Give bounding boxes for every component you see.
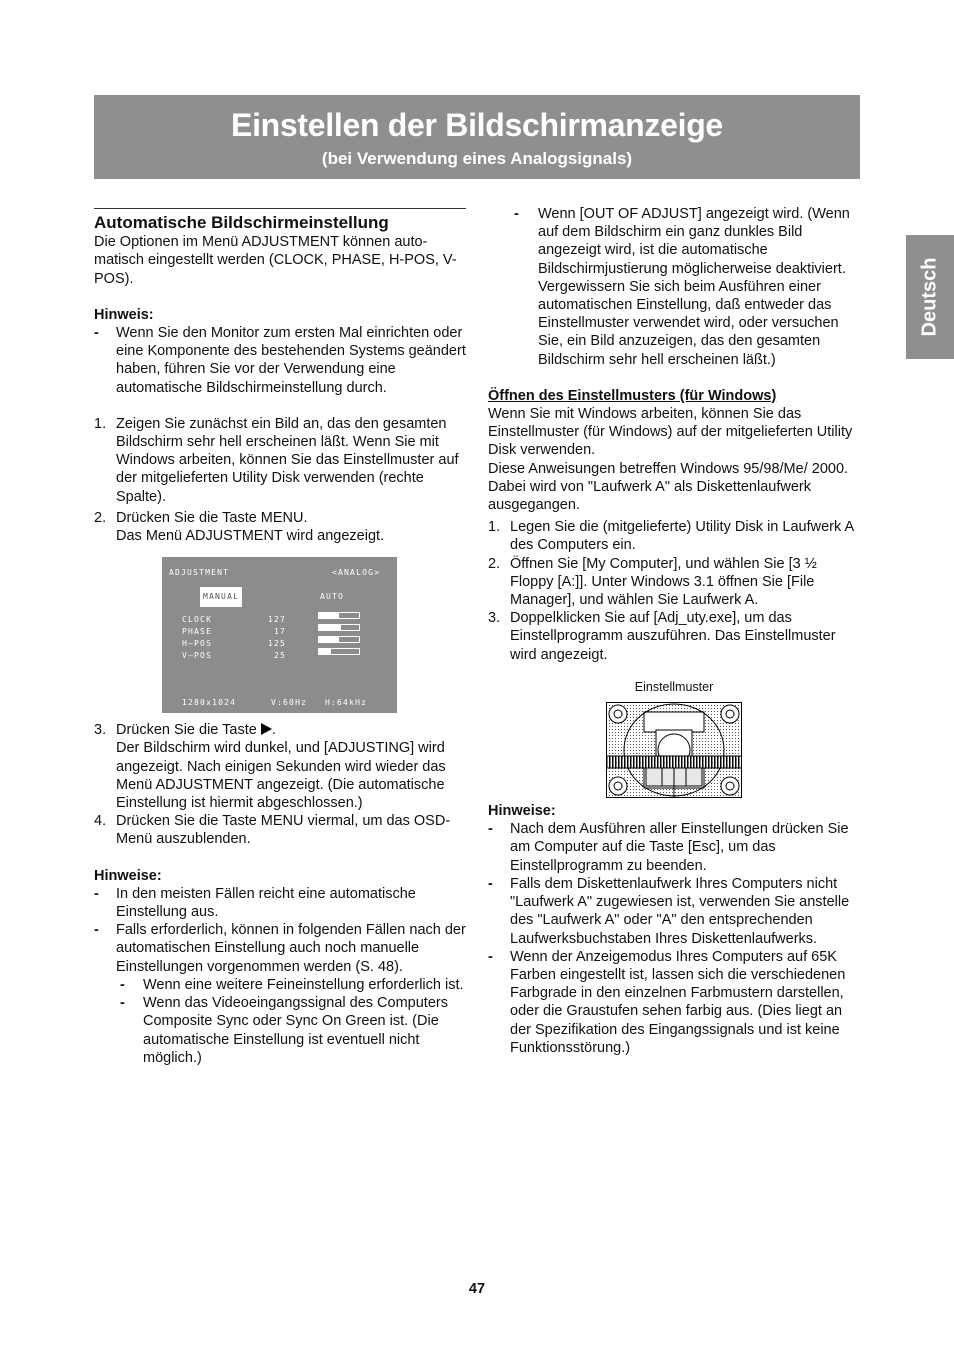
osd-resolution: 1280x1024	[182, 698, 237, 708]
dash-note-text: Wenn [OUT OF ADJUST] angezeigt wird. (Wenn auf dem Bildschirm ein ganz dunkles Bild angezeigt wird, ist die automatische Bildschirmjustierung möglicherweise deaktiviert. Vergewissern Sie sich beim Ausführen einer automatischen Einstellung, daß entweder das Einstellmuster verwendet wird, oder versuchen Sie, ein Bild anzuzeigen, das den gesamten Bildschirm sehr hell erscheinen läßt.)	[538, 206, 850, 368]
step-number: 2.	[488, 555, 501, 572]
play-arrow-icon	[261, 723, 272, 735]
step-number: 4.	[94, 813, 107, 830]
osd-level-fill	[319, 649, 331, 654]
note-item	[488, 875, 860, 948]
sub-note-item	[94, 976, 466, 994]
dash-marker: -	[120, 976, 125, 993]
dash-marker: -	[488, 821, 493, 838]
osd-row-label: PHASE	[182, 627, 213, 637]
pattern-caption: Einstellmuster	[634, 679, 714, 694]
step-text: Drücken Sie die Taste MENU.	[116, 509, 308, 526]
osd-mode: <ANALOG>	[332, 568, 381, 578]
note-item	[94, 324, 466, 397]
language-tab	[906, 235, 954, 359]
osd-hfreq: H:64kHz	[325, 698, 368, 708]
osd-row-value: 25	[273, 651, 286, 661]
osd-level-bar	[318, 636, 360, 643]
osd-level-bar	[318, 612, 360, 619]
section-divider	[94, 208, 466, 209]
osd-level-bar	[318, 624, 360, 631]
osd-row-value: 17	[273, 627, 286, 637]
step-number: 1.	[94, 415, 107, 432]
page-title: Einstellen der Bildschirmanzeige	[231, 107, 723, 143]
note-text: Nach dem Ausführen aller Einstellungen drücken Sie am Computer auf die Taste [Esc], um das Einstellprogramm zu beenden.	[510, 821, 849, 874]
dash-marker: -	[94, 325, 99, 342]
step-text: Doppelklicken Sie auf [Adj_uty.exe], um das Einstellprogramm auszuführen. Das Einstellmuster wird angezeigt.	[510, 610, 836, 663]
pattern-intro-1: Wenn Sie mit Windows arbeiten, können Sie das Einstellmuster (für Windows) auf der mitgelieferten Utility Disk verwenden.	[488, 406, 853, 459]
language-tab-label: Deutsch	[918, 257, 941, 337]
step-1	[94, 415, 466, 506]
right-step-2	[488, 555, 860, 610]
note-item	[94, 885, 466, 921]
step-3	[94, 721, 466, 812]
osd-level-fill	[319, 625, 341, 630]
dash-marker: -	[488, 948, 493, 965]
step-text: Legen Sie die (mitgelieferte) Utility Disk in Laufwerk A des Computers ein.	[510, 519, 854, 554]
step-4	[94, 812, 466, 848]
note-text: Falls dem Diskettenlaufwerk Ihres Computers nicht "Laufwerk A" zugewiesen ist, verwenden Sie anstelle des "Laufwerk A" oder "A" den entsprechenden Laufwerksbuchstaben Ihres Diskettenlaufwerks.	[510, 875, 850, 947]
sub-note-item	[94, 994, 466, 1067]
sub-note-text: Wenn das Videoeingangssignal des Computers Composite Sync oder Sync On Green ist. (Die automatische Einstellung ist eventuell nicht möglich.)	[143, 995, 448, 1066]
step-2	[94, 509, 466, 545]
dash-marker: -	[120, 995, 125, 1012]
step-text: Öffnen Sie [My Computer], und wählen Sie [3 ½ Floppy [A:]]. Unter Windows 3.1 öffnen Sie [File Manager], und wählen Sie Laufwerk A.	[510, 555, 817, 609]
pattern-heading: Öffnen des Einstellmusters (für Windows)	[488, 387, 777, 404]
osd-row-label: V—POS	[182, 651, 213, 661]
osd-manual-tab: MANUAL	[200, 587, 242, 607]
note-item	[94, 921, 466, 976]
osd-title: ADJUSTMENT	[169, 568, 230, 578]
step-text-2: Der Bildschirm wird dunkel, und [ADJUSTING] wird angezeigt. Nach einigen Sekunden wird wieder das Menü ADJUSTMENT angezeigt. (Die automatische Einstellung ist hiermit abgeschlossen.)	[116, 740, 446, 812]
intro-paragraph: Die Optionen im Menü ADJUSTMENT können auto-matisch eingestellt werden (CLOCK, PHASE, H-POS, V-POS).	[94, 234, 457, 287]
sub-note-text: Wenn eine weitere Feineinstellung erforderlich ist.	[143, 976, 464, 993]
step-number: 3.	[94, 722, 107, 739]
left-column	[94, 208, 466, 1067]
osd-vfreq: V:60Hz	[271, 698, 308, 708]
step-text: Drücken Sie die Taste	[116, 722, 257, 739]
osd-row-value: 127	[267, 615, 286, 625]
section-title: Automatische Bildschirmeinstellung	[94, 213, 389, 232]
note-text: In den meisten Fällen reicht eine automatische Einstellung aus.	[116, 885, 416, 921]
right-step-3	[488, 609, 860, 664]
adjustment-pattern-image	[606, 702, 742, 798]
dash-note	[488, 205, 860, 369]
osd-level-fill	[319, 613, 339, 618]
dash-marker: -	[488, 875, 493, 892]
title-banner	[94, 95, 860, 179]
osd-level-bar	[318, 648, 360, 655]
osd-auto-tab: AUTO	[320, 592, 345, 602]
page-subtitle: (bei Verwendung eines Analogsignals)	[321, 149, 633, 168]
step-text: Drücken Sie die Taste MENU viermal, um das OSD-Menü auszublenden.	[116, 813, 451, 848]
dash-marker: -	[94, 885, 99, 902]
note-text: Wenn der Anzeigemodus Ihres Computers auf 65K Farben eingestellt ist, lassen sich die verschiedenen Farbgrade in den einzelnen Farbmustern darstellen, oder die Graustufen sehen farbig aus. (Dies liegt an der Spezifikation des Eingangssignals und ist keine Funktionsstörung.)	[510, 948, 846, 1056]
dash-marker: -	[94, 922, 99, 939]
pattern-intro-2: Diese Anweisungen betreffen Windows 95/98/Me/ 2000. Dabei wird von "Laufwerk A" als Diskettenlaufwerk ausgegangen.	[488, 460, 849, 514]
step-period: .	[271, 722, 276, 739]
osd-level-fill	[319, 637, 339, 642]
step-number: 1.	[488, 519, 501, 536]
dash-marker: -	[514, 206, 519, 222]
step-number: 2.	[94, 509, 107, 526]
right-notes-heading: Hinweise:	[488, 803, 556, 820]
osd-adjustment-menu	[162, 557, 397, 713]
right-column	[488, 205, 860, 1057]
note-item	[488, 820, 860, 875]
right-step-1	[488, 518, 860, 554]
step-text: Zeigen Sie zunächst ein Bild an, das den gesamten Bildschirm sehr hell erscheinen läßt. Wenn Sie mit Windows arbeiten, können Sie das Einstellmuster auf der mitgelieferten Utility Disk verwenden (rechte Spalte).	[116, 415, 459, 505]
step-text-2: Das Menü ADJUSTMENT wird angezeigt.	[116, 528, 385, 545]
osd-row-label: H—POS	[182, 639, 213, 649]
osd-row-label: CLOCK	[182, 615, 213, 625]
step-number: 3.	[488, 610, 501, 627]
note-text: Falls erforderlich, können in folgenden Fällen nach der automatischen Einstellung auch noch manuelle Einstellungen vorgenommen werden (S. 48).	[116, 922, 466, 975]
page-number: 47	[468, 1281, 486, 1297]
notes-heading: Hinweise:	[94, 867, 162, 884]
note-text: Wenn Sie den Monitor zum ersten Mal einrichten oder eine Komponente des bestehenden Systems geändert haben, führen Sie vor der Verwendung eine automatische Bildschirmeinstellung durch.	[116, 325, 466, 396]
note-item	[488, 948, 860, 1057]
osd-row-value: 125	[267, 639, 286, 649]
note-heading: Hinweis:	[94, 306, 154, 323]
